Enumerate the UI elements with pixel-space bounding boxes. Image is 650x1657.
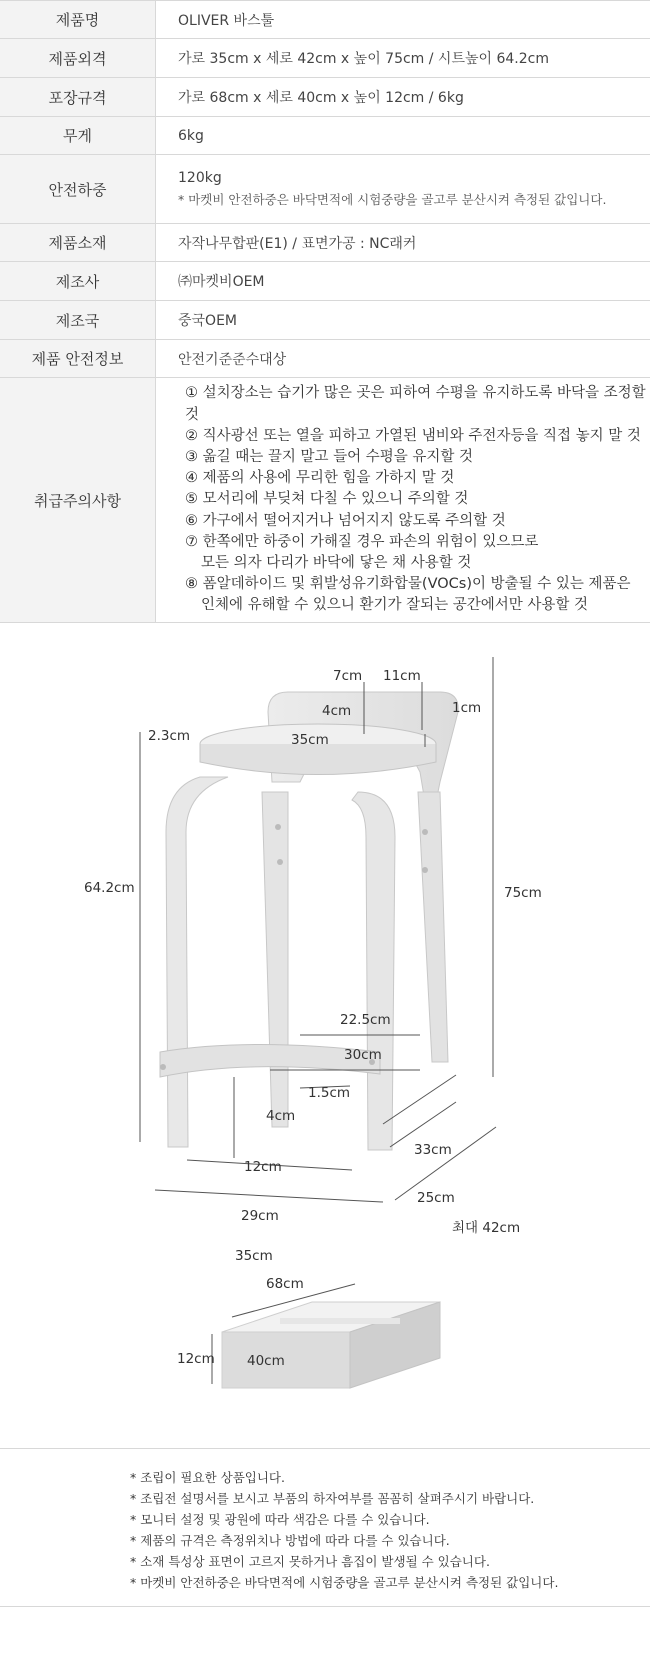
box-width-label: 68cm xyxy=(266,1276,304,1292)
dim-label: 12cm xyxy=(244,1159,282,1175)
package-box xyxy=(177,1276,440,1388)
spec-value: OLIVER 바스툴 xyxy=(156,1,650,39)
care-item: 모든 의자 다리가 바닥에 닿은 채 사용할 것 xyxy=(201,555,472,571)
spec-table xyxy=(0,0,650,623)
dim-label: 7cm xyxy=(333,668,363,684)
spec-value: 120kg xyxy=(178,170,222,186)
spec-row-package xyxy=(0,78,650,117)
spec-label: 제조국 xyxy=(0,301,156,340)
dim-label: 33cm xyxy=(414,1142,452,1158)
care-item: ⑧ 폼알데하이드 및 휘발성유기화합물(VOCs)이 방출될 수 있는 제품은 xyxy=(185,576,631,593)
footer-note: * 모니터 설정 및 광원에 따라 색감은 다를 수 있습니다. xyxy=(130,1512,430,1527)
footer-note: * 제품의 규격은 측정위치나 방법에 따라 다를 수 있습니다. xyxy=(130,1533,450,1548)
dim-label: 22.5cm xyxy=(340,1012,391,1028)
footer-note: * 조립이 필요한 상품입니다. xyxy=(130,1470,285,1485)
dimension-diagram xyxy=(0,622,650,1448)
dim-label: 35cm xyxy=(235,1248,273,1264)
spec-value: 가로 68cm x 세로 40cm x 높이 12cm / 6kg xyxy=(156,78,650,117)
dim-label: 30cm xyxy=(344,1047,382,1063)
care-item: ③ 옮길 때는 끌지 말고 들어 수평을 유지할 것 xyxy=(185,448,473,465)
screw xyxy=(422,867,428,873)
stool-dimension-drawing xyxy=(0,622,650,1448)
front-right-leg xyxy=(352,792,395,1150)
spec-value: 중국OEM xyxy=(156,301,650,340)
dim-label: 29cm xyxy=(241,1208,279,1224)
spec-label: 제조사 xyxy=(0,262,156,301)
footer-notes xyxy=(0,1448,650,1607)
spec-row-weight xyxy=(0,117,650,155)
spec-value: ㈜마켓비OEM xyxy=(156,262,650,301)
care-item: ⑥ 가구에서 떨어지거나 넘어지지 않도록 주의할 것 xyxy=(185,512,506,529)
dim-label: 11cm xyxy=(383,668,421,684)
spec-row-care xyxy=(0,378,650,623)
dim-label: 64.2cm xyxy=(84,880,135,896)
spec-value: 6kg xyxy=(156,117,650,155)
footer-note: * 마켓비 안전하중은 바닥면적에 시험중량을 골고루 분산시켜 측정된 값입니다. xyxy=(130,1575,559,1590)
dim-label: 2.3cm xyxy=(148,728,191,744)
spec-label: 취급주의사항 xyxy=(0,378,156,623)
dim-label: 1cm xyxy=(452,700,482,716)
care-item: ① 설치장소는 습기가 많은 곳은 피하여 수평을 유지하도록 바닥을 조정할 것 xyxy=(185,385,646,423)
spec-value: 안전기준준수대상 xyxy=(156,340,650,378)
spec-value: 자작나무합판(E1) / 표면가공 : NC래커 xyxy=(156,224,650,262)
back-left-leg xyxy=(262,792,288,1127)
spec-row-name xyxy=(0,1,650,39)
dim-label: 최대 42cm xyxy=(452,1220,521,1236)
dim-label: 35cm xyxy=(291,732,329,748)
dim-label: 4cm xyxy=(266,1108,296,1124)
spec-label: 제품외격 xyxy=(0,39,156,78)
dim-label: 1.5cm xyxy=(308,1085,351,1101)
care-item: ⑤ 모서리에 부딪쳐 다칠 수 있으니 주의할 것 xyxy=(185,491,469,508)
seat-edge xyxy=(200,744,436,775)
front-left-leg xyxy=(166,777,228,1147)
screw xyxy=(277,859,283,865)
screw xyxy=(275,824,281,830)
screw xyxy=(160,1064,166,1070)
care-item: ④ 제품의 사용에 무리한 힘을 가하지 말 것 xyxy=(185,470,455,487)
footer-note: * 조립전 설명서를 보시고 부품의 하자여부를 꼼꼼히 살펴주시기 바랍니다. xyxy=(130,1491,535,1506)
dim-label: 25cm xyxy=(417,1190,455,1206)
care-item: ② 직사광선 또는 열을 피하고 가열된 냄비와 주전자등을 직접 놓지 말 것 xyxy=(185,427,641,444)
spec-label: 포장규격 xyxy=(0,78,156,117)
spec-row-material xyxy=(0,224,650,262)
box-depth-label: 40cm xyxy=(247,1353,285,1369)
box-front xyxy=(222,1332,350,1388)
footer-note: * 소재 특성상 표면이 고르지 못하거나 흠집이 발생될 수 있습니다. xyxy=(130,1554,490,1569)
spec-row-origin xyxy=(0,301,650,340)
care-item: ⑦ 한쪽에만 하중이 가해질 경우 파손의 위험이 있으므로 xyxy=(185,533,539,550)
screw xyxy=(422,829,428,835)
spec-label: 무게 xyxy=(0,117,156,155)
spec-label: 제품명 xyxy=(0,1,156,39)
spec-note: * 마켓비 안전하중은 바닥면적에 시험중량을 골고루 분산시켜 측정된 값입니다. xyxy=(178,192,607,207)
dim-label: 75cm xyxy=(504,885,542,901)
spec-value: 가로 35cm x 세로 42cm x 높이 75cm / 시트높이 64.2cm xyxy=(156,39,650,78)
spec-row-maker xyxy=(0,262,650,301)
spec-label: 제품 안전정보 xyxy=(0,340,156,378)
spec-row-size xyxy=(0,39,650,78)
spec-label: 안전하중 xyxy=(0,155,156,224)
spec-row-safety xyxy=(0,340,650,378)
spec-row-load xyxy=(0,155,650,224)
dim-label: 4cm xyxy=(322,703,352,719)
spec-label: 제품소재 xyxy=(0,224,156,262)
care-item: 인체에 유해할 수 있으니 환기가 잘되는 공간에서만 사용할 것 xyxy=(201,597,589,614)
box-height-label: 12cm xyxy=(177,1351,215,1367)
